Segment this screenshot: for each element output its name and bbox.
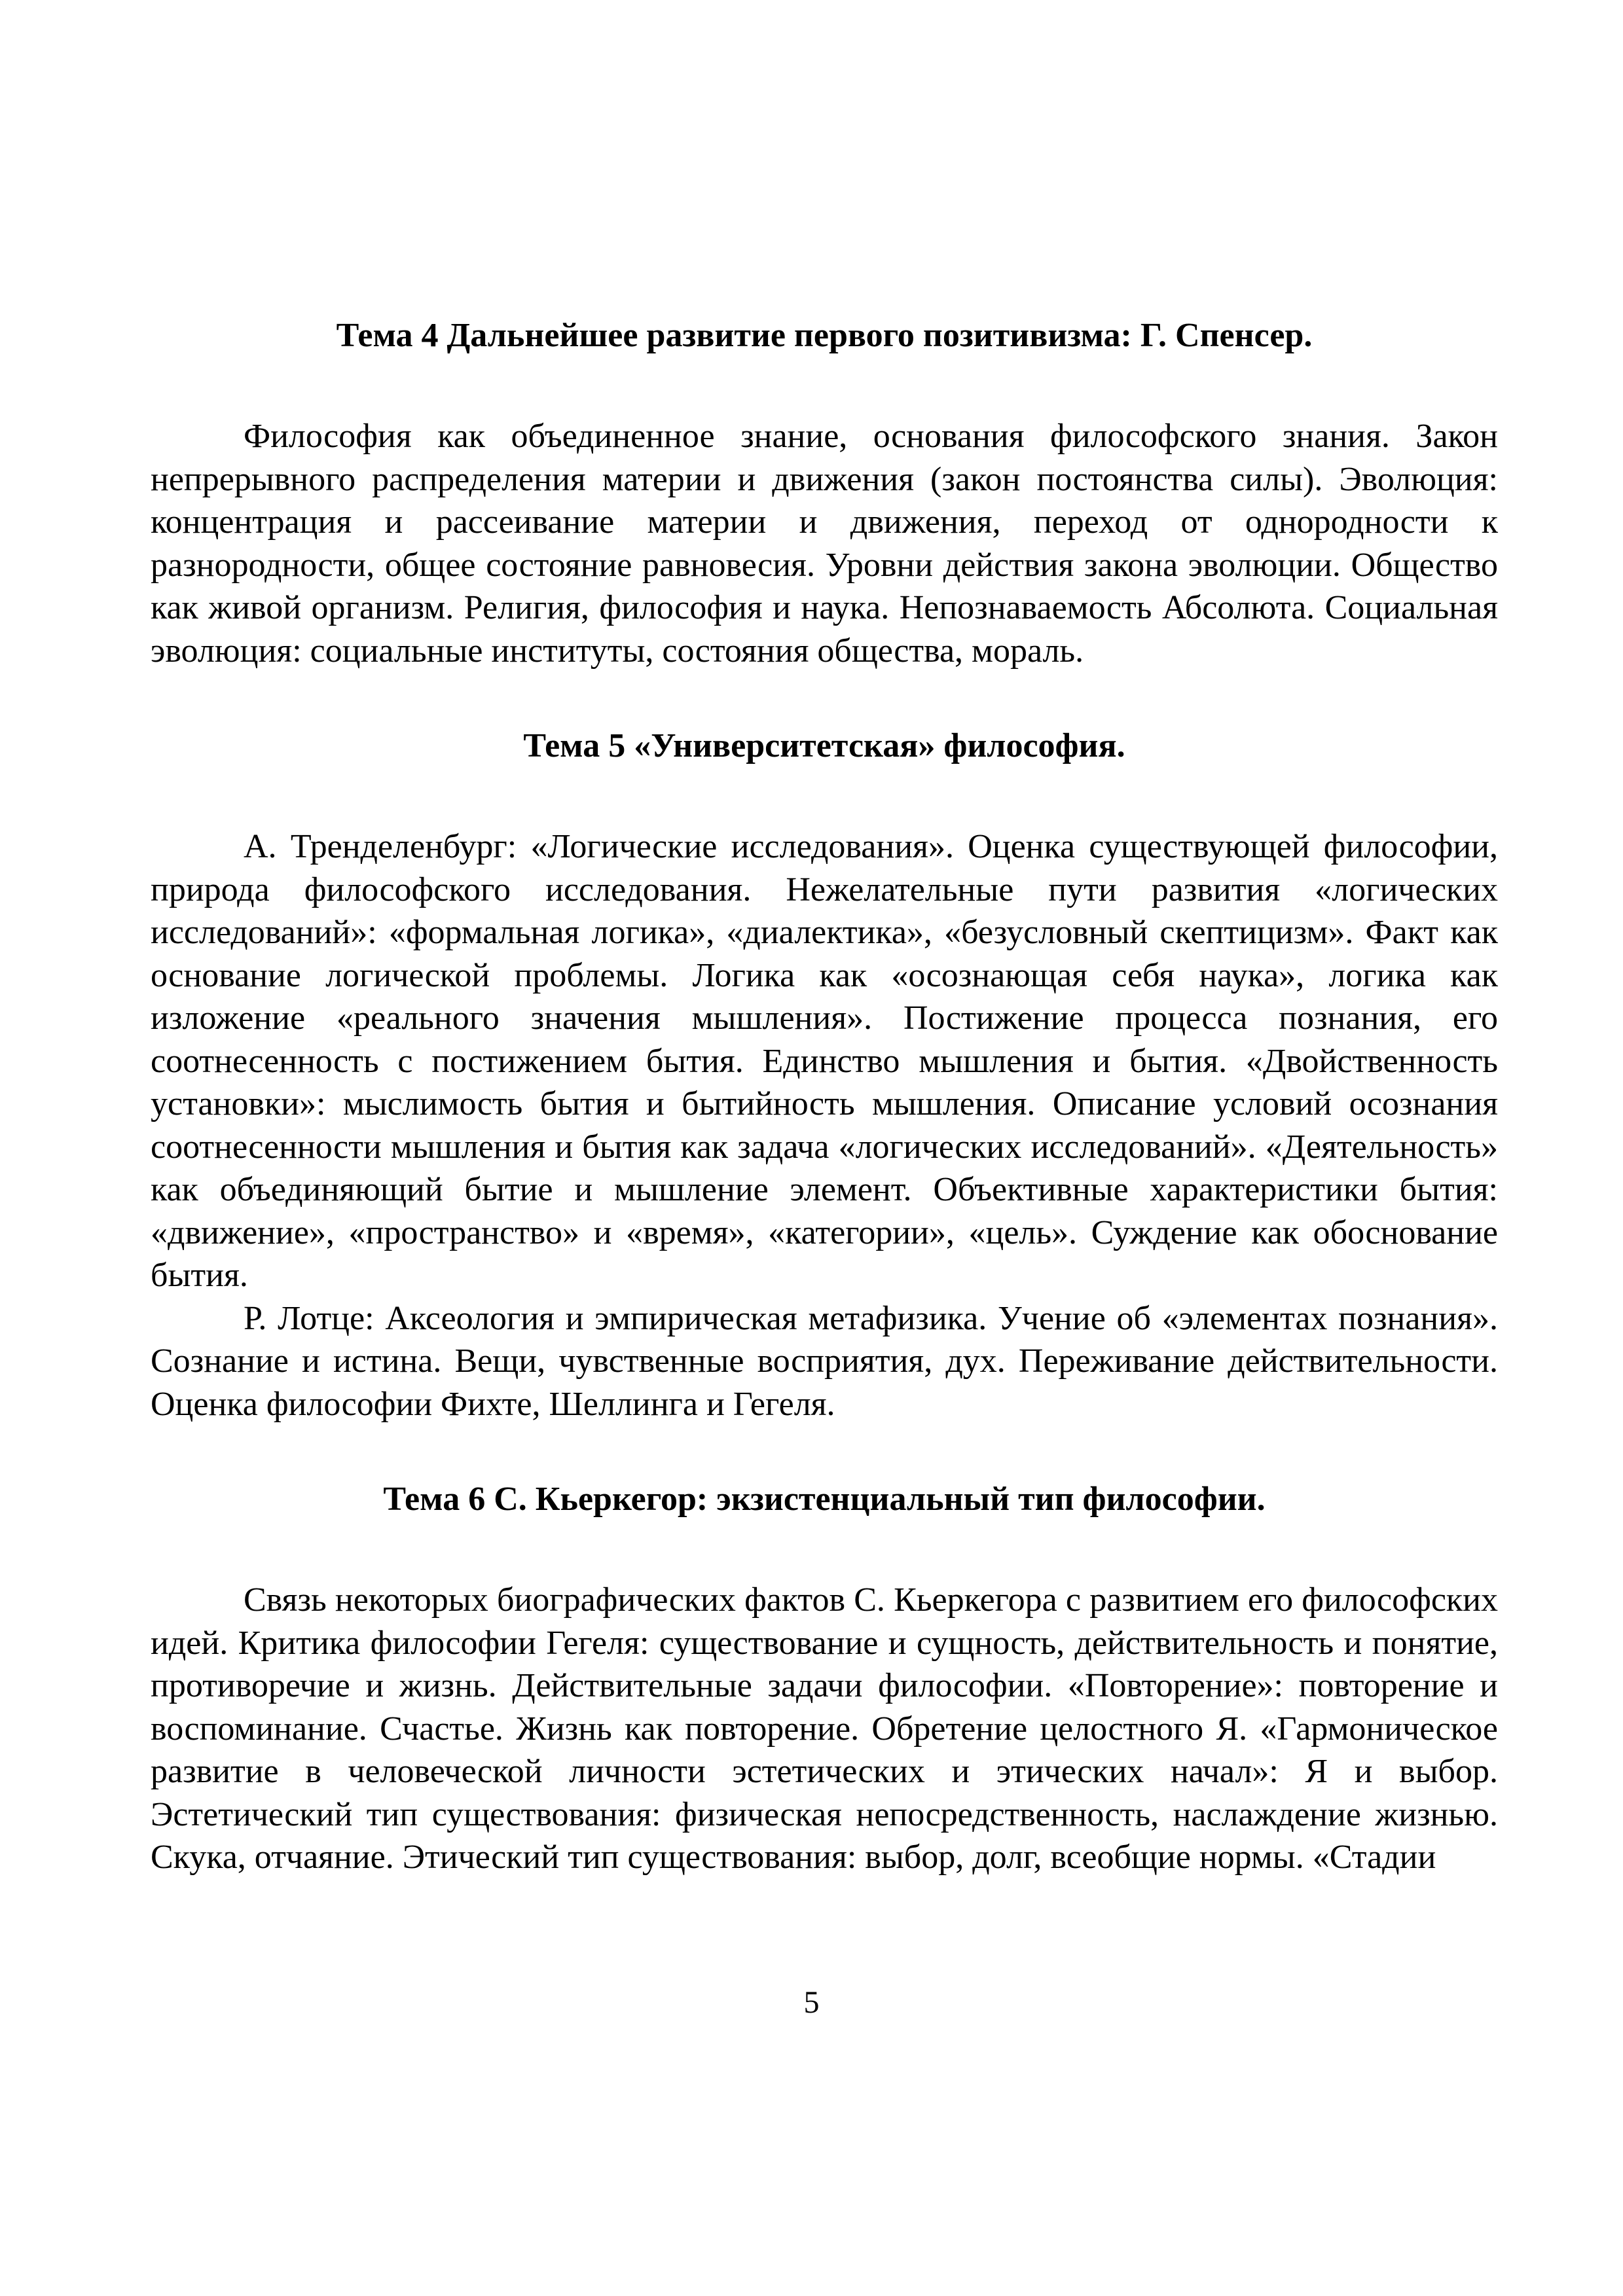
topic-4-paragraph: Философия как объединенное знание, основания философского знания. Закон непрерывного распределения материи и движения (закон постоянства силы). Эволюция: концентрация и рассеивание материи и движения, переход от однородности к разнородности, общее состояние равновесия. Уровни действия закона эволюции. Общество как живой организм. Религия, философия и наука. Непознаваемость Абсолюта. Социальная эволюция: социальные институты, состояния общества, мораль.: [151, 418, 1498, 670]
document-page: [151, 314, 1498, 1879]
topic-5-lotze-paragraph: Р. Лотце: Аксеология и эмпирическая метафизика. Учение об «элементах познания». Сознание и истина. Вещи, чувственные восприятия, дух. Переживание действительности. Оценка философии Фихте, Шеллинга и Гегеля.: [151, 1299, 1498, 1423]
topic-6-paragraph: Связь некоторых биографических фактов С. Кьеркегора с развитием его философских идей. Критика философии Гегеля: существование и сущность, действительность и понятие, противоречие и жизнь. Действительные задачи философии. «Повторение»: повторение и воспоминание. Счастье. Жизнь как повторение. Обретение целостного Я. «Гармоническое развитие в человеческой личности эстетических и этических начал»: Я и выбор. Эстетический тип существования: физическая непосредственность, наслаждение жизнью. Скука, отчаяние. Этический тип существования: выбор, долг, всеобщие нормы. «Стадии: [151, 1581, 1498, 1876]
topic-5-heading: Тема 5 «Университетская» философия.: [523, 727, 1125, 764]
page-number: 5: [803, 1985, 820, 2020]
topic-5-trendelenburg-paragraph: А. Тренделенбург: «Логические исследования». Оценка существующей философии, природа философского исследования. Нежелательные пути развития «логических исследований»: «формальная логика», «диалектика», «безусловный скептицизм». Факт как основание логической проблемы. Логика как «осознающая себя наука», логика как изложение «реального значения мышления». Постижение процесса познания, его соотнесенность с постижением бытия. Единство мышления и бытия. «Двойственность установки»: мыслимость бытия и бытийность мышления. Описание условий осознания соотнесенности мышления и бытия как задача «логических исследований». «Деятельность» как объединяющий бытие и мышление элемент. Объективные характеристики бытия: «движение», «пространство» и «время», «категории», «цель». Суждение как обоснование бытия.: [151, 828, 1498, 1294]
topic-6-heading: Тема 6 С. Кьеркегор: экзистенциальный тип философии.: [383, 1480, 1266, 1518]
topic-4-heading: Тема 4 Дальнейшее развитие первого позитивизма: Г. Спенсер.: [336, 317, 1313, 354]
